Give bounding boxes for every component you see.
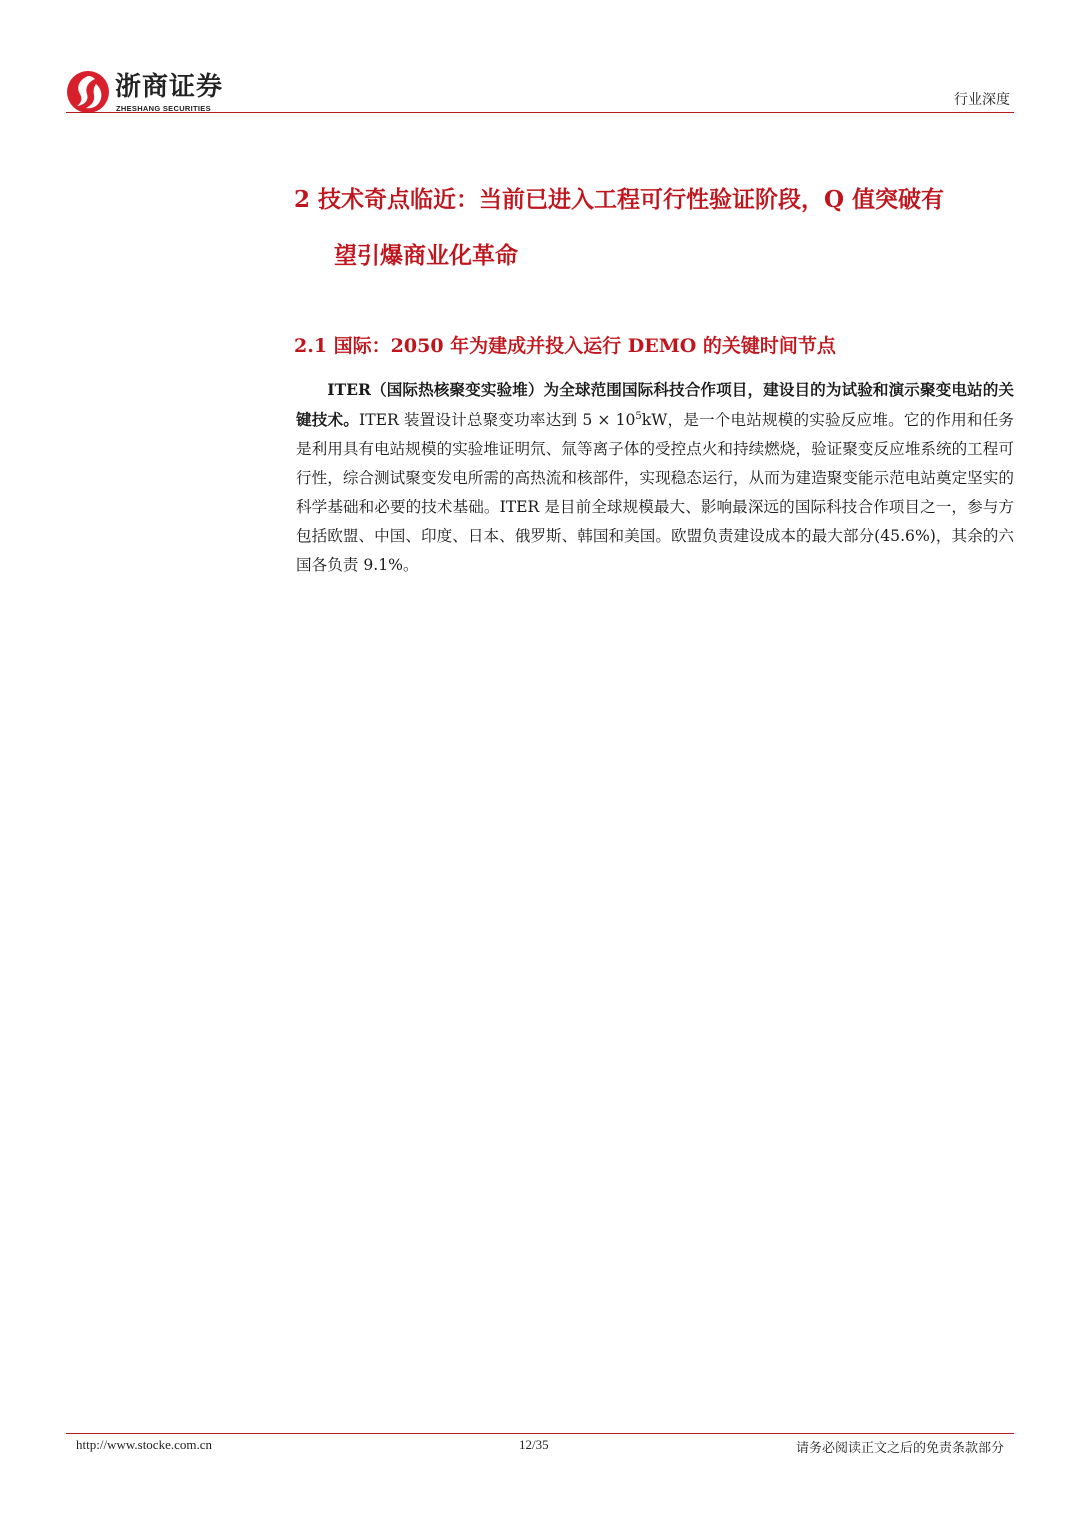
paragraph-text-pre: ITER 装置设计总聚变功率达到 5 × 10 (359, 411, 636, 429)
report-type-tag: 行业深度 (954, 92, 1010, 108)
zheshang-logo-icon (66, 70, 110, 114)
footer-url[interactable]: http://www.stocke.com.cn (76, 1437, 212, 1452)
section-title-line2: 望引爆商业化革命 (334, 242, 518, 269)
paragraph-text-post: kW，是一个电站规模的实验反应堆。它的作用和任务是利用具有电站规模的实验堆证明氘、氚等离子体的受控点火和持续燃烧，验证聚变反应堆系统的工程可行性，综合测试聚变发电所需的高热流和核部件，实现稳态运行，从而为建造聚变能示范电站奠定坚实的科学基础和必要的技术基础。ITER 是目前全球规模最大、影响最深远的国际科技合作项目之一，参与方包括欧盟、中国、印度、日本、俄罗斯、韩国和美国。欧盟负责建设成本的最大部分(45.6%)，其余的六国各负责 9.1%。 (296, 411, 1014, 574)
logo-name: 浙商证券 (115, 72, 224, 102)
power-exponent: 5 (635, 410, 642, 422)
section-title (294, 172, 1014, 284)
section-title-line1: 2 技术奇点临近：当前已进入工程可行性验证阶段，Q 值突破有 (294, 186, 945, 213)
company-logo (66, 70, 236, 116)
footer-disclaimer: 请务必阅读正文之后的免责条款部分 (795, 1441, 1004, 1456)
page-number: 12/35 (519, 1437, 549, 1452)
paragraph-bold-lead: ITER（国际热核聚变实验堆）为全球范围国际科技合作项目，建设目的为试验和演示聚变电站的关键技术。 (296, 380, 1014, 429)
subsection-title: 2.1 国际：2050 年为建成并投入运行 DEMO 的关键时间节点 (294, 335, 836, 357)
footer-divider (66, 1433, 1014, 1434)
logo-subtitle: ZHESHANG SECURITIES (116, 104, 211, 113)
body-paragraph (296, 375, 1014, 580)
header-divider (66, 112, 1014, 113)
